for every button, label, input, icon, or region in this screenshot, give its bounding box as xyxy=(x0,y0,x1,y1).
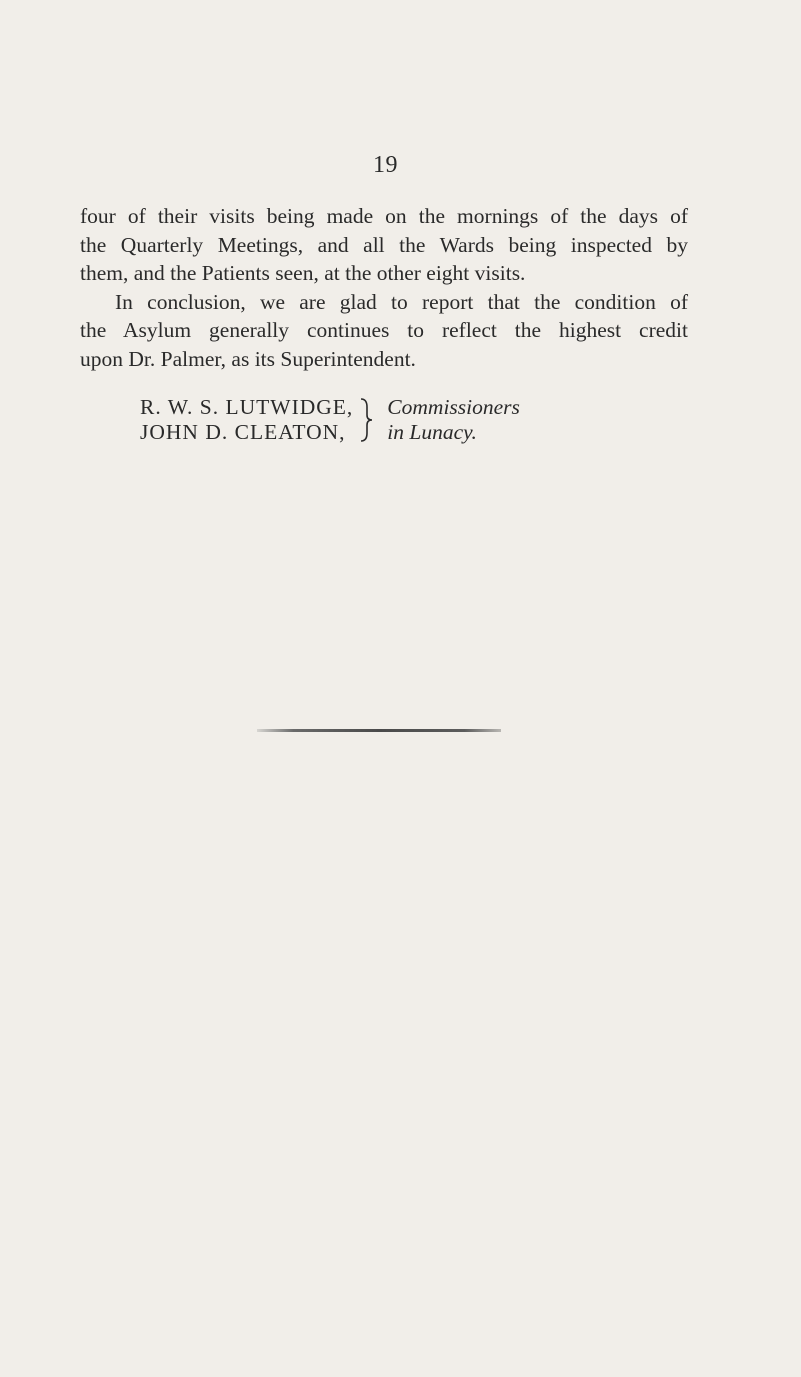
paragraph-line: the Asylum generally continues to reflect the highest credit xyxy=(80,318,688,342)
paragraph-line: them, and the Patients seen, at the other eight visits. xyxy=(80,261,526,285)
paragraph-line: In conclusion, we are glad to report that the condition of xyxy=(115,289,688,314)
paragraph-line: the Quarterly Meetings, and all the Wards being inspected by xyxy=(80,232,688,257)
signatory-name: R. W. S. LUTWIDGE, xyxy=(140,395,354,419)
page-number: 19 xyxy=(373,152,398,178)
signature-block xyxy=(140,395,520,445)
report-body xyxy=(80,202,688,373)
commission-title xyxy=(387,395,520,445)
signatory-name: JOHN D. CLEATON, xyxy=(140,420,346,444)
signatory-names xyxy=(140,395,353,445)
horizontal-rule xyxy=(257,729,501,732)
right-brace-icon xyxy=(358,395,378,445)
paragraph-line: four of their visits being made on the mornings of the days of xyxy=(80,204,688,228)
paragraph-line: upon Dr. Palmer, as its Superintendent. xyxy=(80,346,416,371)
commission-title-line: in Lunacy. xyxy=(387,420,477,444)
commission-title-line: Commissioners xyxy=(387,395,520,419)
